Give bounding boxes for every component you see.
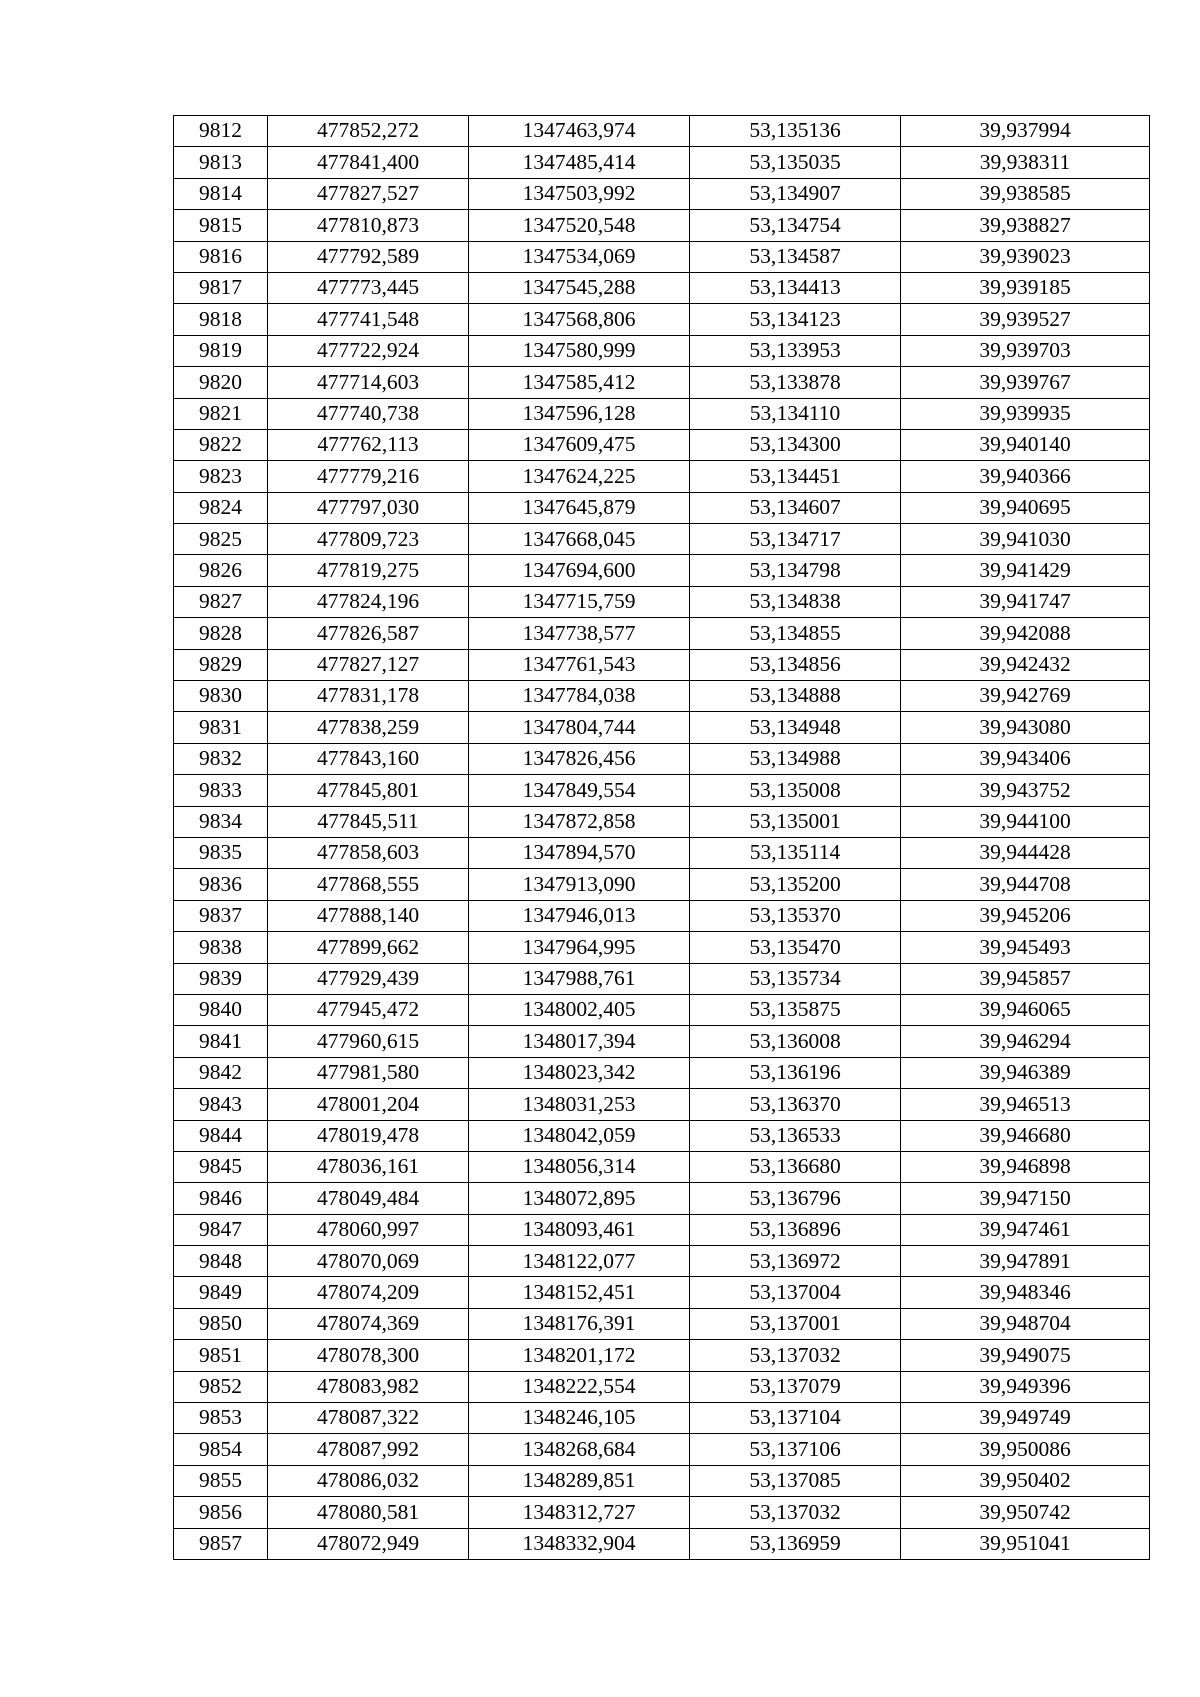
y-coordinate-cell: 1348122,077 <box>469 1246 690 1277</box>
x-coordinate-cell: 477960,615 <box>268 1026 469 1057</box>
table-row <box>174 304 1150 335</box>
latitude-cell: 53,134123 <box>690 304 901 335</box>
x-coordinate-cell: 477858,603 <box>268 837 469 868</box>
table-row <box>174 1371 1150 1402</box>
longitude-cell: 39,942088 <box>901 618 1150 649</box>
longitude-cell: 39,939935 <box>901 398 1150 429</box>
x-coordinate-cell: 477819,275 <box>268 555 469 586</box>
longitude-cell: 39,941429 <box>901 555 1150 586</box>
latitude-cell: 53,134754 <box>690 210 901 241</box>
latitude-cell: 53,134798 <box>690 555 901 586</box>
point-number-cell: 9840 <box>174 994 268 1025</box>
x-coordinate-cell: 477741,548 <box>268 304 469 335</box>
x-coordinate-cell: 478036,161 <box>268 1151 469 1182</box>
x-coordinate-cell: 477827,527 <box>268 178 469 209</box>
point-number-cell: 9826 <box>174 555 268 586</box>
point-number-cell: 9837 <box>174 900 268 931</box>
longitude-cell: 39,939527 <box>901 304 1150 335</box>
y-coordinate-cell: 1348042,059 <box>469 1120 690 1151</box>
y-coordinate-cell: 1348268,684 <box>469 1434 690 1465</box>
y-coordinate-cell: 1348056,314 <box>469 1151 690 1182</box>
point-number-cell: 9834 <box>174 806 268 837</box>
latitude-cell: 53,137106 <box>690 1434 901 1465</box>
latitude-cell: 53,135370 <box>690 900 901 931</box>
latitude-cell: 53,134855 <box>690 618 901 649</box>
latitude-cell: 53,134838 <box>690 586 901 617</box>
longitude-cell: 39,946898 <box>901 1151 1150 1182</box>
x-coordinate-cell: 478072,949 <box>268 1528 469 1559</box>
latitude-cell: 53,134110 <box>690 398 901 429</box>
y-coordinate-cell: 1348031,253 <box>469 1089 690 1120</box>
x-coordinate-cell: 477827,127 <box>268 649 469 680</box>
longitude-cell: 39,939023 <box>901 241 1150 272</box>
point-number-cell: 9854 <box>174 1434 268 1465</box>
point-number-cell: 9813 <box>174 147 268 178</box>
point-number-cell: 9852 <box>174 1371 268 1402</box>
longitude-cell: 39,950402 <box>901 1465 1150 1496</box>
x-coordinate-cell: 477945,472 <box>268 994 469 1025</box>
y-coordinate-cell: 1347545,288 <box>469 272 690 303</box>
y-coordinate-cell: 1347946,013 <box>469 900 690 931</box>
longitude-cell: 39,949396 <box>901 1371 1150 1402</box>
latitude-cell: 53,136533 <box>690 1120 901 1151</box>
latitude-cell: 53,135200 <box>690 869 901 900</box>
table-row <box>174 1057 1150 1088</box>
longitude-cell: 39,947891 <box>901 1246 1150 1277</box>
point-number-cell: 9827 <box>174 586 268 617</box>
latitude-cell: 53,135470 <box>690 932 901 963</box>
coordinates-table <box>173 115 1150 1560</box>
y-coordinate-cell: 1348332,904 <box>469 1528 690 1559</box>
longitude-cell: 39,939703 <box>901 335 1150 366</box>
point-number-cell: 9821 <box>174 398 268 429</box>
longitude-cell: 39,943080 <box>901 712 1150 743</box>
table-row <box>174 681 1150 712</box>
point-number-cell: 9848 <box>174 1246 268 1277</box>
latitude-cell: 53,133878 <box>690 367 901 398</box>
point-number-cell: 9817 <box>174 272 268 303</box>
latitude-cell: 53,134587 <box>690 241 901 272</box>
table-row <box>174 932 1150 963</box>
table-row <box>174 806 1150 837</box>
longitude-cell: 39,938827 <box>901 210 1150 241</box>
y-coordinate-cell: 1347503,992 <box>469 178 690 209</box>
longitude-cell: 39,937994 <box>901 116 1150 147</box>
y-coordinate-cell: 1347826,456 <box>469 743 690 774</box>
table-row <box>174 618 1150 649</box>
point-number-cell: 9815 <box>174 210 268 241</box>
point-number-cell: 9839 <box>174 963 268 994</box>
latitude-cell: 53,135008 <box>690 775 901 806</box>
table-row <box>174 147 1150 178</box>
longitude-cell: 39,947150 <box>901 1183 1150 1214</box>
latitude-cell: 53,134907 <box>690 178 901 209</box>
longitude-cell: 39,951041 <box>901 1528 1150 1559</box>
latitude-cell: 53,134988 <box>690 743 901 774</box>
y-coordinate-cell: 1348072,895 <box>469 1183 690 1214</box>
longitude-cell: 39,948346 <box>901 1277 1150 1308</box>
latitude-cell: 53,136896 <box>690 1214 901 1245</box>
y-coordinate-cell: 1347534,069 <box>469 241 690 272</box>
latitude-cell: 53,137001 <box>690 1308 901 1339</box>
longitude-cell: 39,946513 <box>901 1089 1150 1120</box>
y-coordinate-cell: 1347988,761 <box>469 963 690 994</box>
y-coordinate-cell: 1347715,759 <box>469 586 690 617</box>
y-coordinate-cell: 1347520,548 <box>469 210 690 241</box>
table-row <box>174 524 1150 555</box>
longitude-cell: 39,949075 <box>901 1340 1150 1371</box>
latitude-cell: 53,136370 <box>690 1089 901 1120</box>
x-coordinate-cell: 477722,924 <box>268 335 469 366</box>
table-row <box>174 1434 1150 1465</box>
longitude-cell: 39,948704 <box>901 1308 1150 1339</box>
latitude-cell: 53,134607 <box>690 492 901 523</box>
y-coordinate-cell: 1348222,554 <box>469 1371 690 1402</box>
longitude-cell: 39,942769 <box>901 681 1150 712</box>
point-number-cell: 9824 <box>174 492 268 523</box>
table-row <box>174 869 1150 900</box>
x-coordinate-cell: 478001,204 <box>268 1089 469 1120</box>
x-coordinate-cell: 477740,738 <box>268 398 469 429</box>
point-number-cell: 9856 <box>174 1497 268 1528</box>
longitude-cell: 39,946389 <box>901 1057 1150 1088</box>
y-coordinate-cell: 1347580,999 <box>469 335 690 366</box>
latitude-cell: 53,137032 <box>690 1340 901 1371</box>
x-coordinate-cell: 477852,272 <box>268 116 469 147</box>
longitude-cell: 39,945493 <box>901 932 1150 963</box>
x-coordinate-cell: 477826,587 <box>268 618 469 649</box>
x-coordinate-cell: 478087,322 <box>268 1403 469 1434</box>
table-row <box>174 1246 1150 1277</box>
point-number-cell: 9843 <box>174 1089 268 1120</box>
longitude-cell: 39,944100 <box>901 806 1150 837</box>
table-row <box>174 272 1150 303</box>
longitude-cell: 39,939767 <box>901 367 1150 398</box>
point-number-cell: 9814 <box>174 178 268 209</box>
longitude-cell: 39,946065 <box>901 994 1150 1025</box>
x-coordinate-cell: 478078,300 <box>268 1340 469 1371</box>
point-number-cell: 9822 <box>174 429 268 460</box>
point-number-cell: 9844 <box>174 1120 268 1151</box>
table-row <box>174 1497 1150 1528</box>
table-row <box>174 743 1150 774</box>
latitude-cell: 53,135001 <box>690 806 901 837</box>
latitude-cell: 53,137085 <box>690 1465 901 1496</box>
latitude-cell: 53,135114 <box>690 837 901 868</box>
longitude-cell: 39,943406 <box>901 743 1150 774</box>
point-number-cell: 9841 <box>174 1026 268 1057</box>
table-row <box>174 1151 1150 1182</box>
x-coordinate-cell: 477792,589 <box>268 241 469 272</box>
point-number-cell: 9833 <box>174 775 268 806</box>
latitude-cell: 53,134413 <box>690 272 901 303</box>
table-row <box>174 1214 1150 1245</box>
table-row <box>174 116 1150 147</box>
table-row <box>174 586 1150 617</box>
x-coordinate-cell: 478019,478 <box>268 1120 469 1151</box>
point-number-cell: 9836 <box>174 869 268 900</box>
point-number-cell: 9853 <box>174 1403 268 1434</box>
point-number-cell: 9825 <box>174 524 268 555</box>
y-coordinate-cell: 1348017,394 <box>469 1026 690 1057</box>
point-number-cell: 9832 <box>174 743 268 774</box>
longitude-cell: 39,942432 <box>901 649 1150 680</box>
point-number-cell: 9828 <box>174 618 268 649</box>
table-row <box>174 1120 1150 1151</box>
point-number-cell: 9855 <box>174 1465 268 1496</box>
longitude-cell: 39,939185 <box>901 272 1150 303</box>
x-coordinate-cell: 477824,196 <box>268 586 469 617</box>
x-coordinate-cell: 478086,032 <box>268 1465 469 1496</box>
x-coordinate-cell: 478080,581 <box>268 1497 469 1528</box>
table-row <box>174 335 1150 366</box>
point-number-cell: 9842 <box>174 1057 268 1088</box>
y-coordinate-cell: 1347761,543 <box>469 649 690 680</box>
latitude-cell: 53,135035 <box>690 147 901 178</box>
x-coordinate-cell: 478074,369 <box>268 1308 469 1339</box>
latitude-cell: 53,133953 <box>690 335 901 366</box>
coordinates-table-body <box>174 116 1150 1560</box>
x-coordinate-cell: 477899,662 <box>268 932 469 963</box>
point-number-cell: 9830 <box>174 681 268 712</box>
y-coordinate-cell: 1347894,570 <box>469 837 690 868</box>
y-coordinate-cell: 1347485,414 <box>469 147 690 178</box>
table-row <box>174 994 1150 1025</box>
longitude-cell: 39,943752 <box>901 775 1150 806</box>
table-row <box>174 1528 1150 1559</box>
y-coordinate-cell: 1348246,105 <box>469 1403 690 1434</box>
x-coordinate-cell: 477929,439 <box>268 963 469 994</box>
latitude-cell: 53,137032 <box>690 1497 901 1528</box>
y-coordinate-cell: 1347694,600 <box>469 555 690 586</box>
longitude-cell: 39,941030 <box>901 524 1150 555</box>
x-coordinate-cell: 477845,511 <box>268 806 469 837</box>
longitude-cell: 39,950742 <box>901 1497 1150 1528</box>
x-coordinate-cell: 477981,580 <box>268 1057 469 1088</box>
point-number-cell: 9812 <box>174 116 268 147</box>
y-coordinate-cell: 1347645,879 <box>469 492 690 523</box>
longitude-cell: 39,941747 <box>901 586 1150 617</box>
x-coordinate-cell: 478087,992 <box>268 1434 469 1465</box>
latitude-cell: 53,134856 <box>690 649 901 680</box>
table-row <box>174 1465 1150 1496</box>
x-coordinate-cell: 477773,445 <box>268 272 469 303</box>
table-row <box>174 178 1150 209</box>
point-number-cell: 9829 <box>174 649 268 680</box>
latitude-cell: 53,136959 <box>690 1528 901 1559</box>
point-number-cell: 9857 <box>174 1528 268 1559</box>
longitude-cell: 39,938311 <box>901 147 1150 178</box>
table-row <box>174 210 1150 241</box>
y-coordinate-cell: 1347804,744 <box>469 712 690 743</box>
table-row <box>174 555 1150 586</box>
table-row <box>174 241 1150 272</box>
table-row <box>174 1183 1150 1214</box>
y-coordinate-cell: 1348002,405 <box>469 994 690 1025</box>
y-coordinate-cell: 1348176,391 <box>469 1308 690 1339</box>
x-coordinate-cell: 478060,997 <box>268 1214 469 1245</box>
latitude-cell: 53,136196 <box>690 1057 901 1088</box>
table-row <box>174 1403 1150 1434</box>
longitude-cell: 39,945857 <box>901 963 1150 994</box>
y-coordinate-cell: 1347624,225 <box>469 461 690 492</box>
latitude-cell: 53,134300 <box>690 429 901 460</box>
point-number-cell: 9845 <box>174 1151 268 1182</box>
latitude-cell: 53,134948 <box>690 712 901 743</box>
point-number-cell: 9819 <box>174 335 268 366</box>
latitude-cell: 53,134717 <box>690 524 901 555</box>
y-coordinate-cell: 1348093,461 <box>469 1214 690 1245</box>
table-row <box>174 492 1150 523</box>
longitude-cell: 39,950086 <box>901 1434 1150 1465</box>
table-row <box>174 712 1150 743</box>
table-row <box>174 1277 1150 1308</box>
x-coordinate-cell: 477888,140 <box>268 900 469 931</box>
y-coordinate-cell: 1347784,038 <box>469 681 690 712</box>
y-coordinate-cell: 1347964,995 <box>469 932 690 963</box>
x-coordinate-cell: 477831,178 <box>268 681 469 712</box>
x-coordinate-cell: 477845,801 <box>268 775 469 806</box>
y-coordinate-cell: 1347849,554 <box>469 775 690 806</box>
table-row <box>174 429 1150 460</box>
latitude-cell: 53,137004 <box>690 1277 901 1308</box>
y-coordinate-cell: 1348289,851 <box>469 1465 690 1496</box>
longitude-cell: 39,944428 <box>901 837 1150 868</box>
x-coordinate-cell: 477841,400 <box>268 147 469 178</box>
table-row <box>174 900 1150 931</box>
y-coordinate-cell: 1347668,045 <box>469 524 690 555</box>
latitude-cell: 53,134888 <box>690 681 901 712</box>
table-row <box>174 1308 1150 1339</box>
point-number-cell: 9849 <box>174 1277 268 1308</box>
table-row <box>174 775 1150 806</box>
y-coordinate-cell: 1347463,974 <box>469 116 690 147</box>
latitude-cell: 53,135136 <box>690 116 901 147</box>
table-row <box>174 1340 1150 1371</box>
latitude-cell: 53,136972 <box>690 1246 901 1277</box>
point-number-cell: 9823 <box>174 461 268 492</box>
point-number-cell: 9818 <box>174 304 268 335</box>
latitude-cell: 53,135875 <box>690 994 901 1025</box>
x-coordinate-cell: 477714,603 <box>268 367 469 398</box>
table-row <box>174 837 1150 868</box>
point-number-cell: 9816 <box>174 241 268 272</box>
x-coordinate-cell: 478049,484 <box>268 1183 469 1214</box>
x-coordinate-cell: 477868,555 <box>268 869 469 900</box>
y-coordinate-cell: 1348312,727 <box>469 1497 690 1528</box>
latitude-cell: 53,134451 <box>690 461 901 492</box>
x-coordinate-cell: 478070,069 <box>268 1246 469 1277</box>
point-number-cell: 9831 <box>174 712 268 743</box>
point-number-cell: 9851 <box>174 1340 268 1371</box>
longitude-cell: 39,947461 <box>901 1214 1150 1245</box>
latitude-cell: 53,136796 <box>690 1183 901 1214</box>
table-row <box>174 367 1150 398</box>
point-number-cell: 9838 <box>174 932 268 963</box>
x-coordinate-cell: 478083,982 <box>268 1371 469 1402</box>
x-coordinate-cell: 477810,873 <box>268 210 469 241</box>
y-coordinate-cell: 1347609,475 <box>469 429 690 460</box>
x-coordinate-cell: 477779,216 <box>268 461 469 492</box>
latitude-cell: 53,136680 <box>690 1151 901 1182</box>
x-coordinate-cell: 477797,030 <box>268 492 469 523</box>
table-row <box>174 649 1150 680</box>
point-number-cell: 9820 <box>174 367 268 398</box>
table-row <box>174 461 1150 492</box>
longitude-cell: 39,938585 <box>901 178 1150 209</box>
y-coordinate-cell: 1348023,342 <box>469 1057 690 1088</box>
table-row <box>174 1026 1150 1057</box>
longitude-cell: 39,949749 <box>901 1403 1150 1434</box>
point-number-cell: 9847 <box>174 1214 268 1245</box>
x-coordinate-cell: 477762,113 <box>268 429 469 460</box>
y-coordinate-cell: 1348201,172 <box>469 1340 690 1371</box>
x-coordinate-cell: 478074,209 <box>268 1277 469 1308</box>
latitude-cell: 53,137079 <box>690 1371 901 1402</box>
point-number-cell: 9850 <box>174 1308 268 1339</box>
point-number-cell: 9835 <box>174 837 268 868</box>
y-coordinate-cell: 1348152,451 <box>469 1277 690 1308</box>
table-row <box>174 398 1150 429</box>
latitude-cell: 53,137104 <box>690 1403 901 1434</box>
y-coordinate-cell: 1347738,577 <box>469 618 690 649</box>
latitude-cell: 53,136008 <box>690 1026 901 1057</box>
y-coordinate-cell: 1347568,806 <box>469 304 690 335</box>
longitude-cell: 39,946294 <box>901 1026 1150 1057</box>
y-coordinate-cell: 1347596,128 <box>469 398 690 429</box>
longitude-cell: 39,940695 <box>901 492 1150 523</box>
latitude-cell: 53,135734 <box>690 963 901 994</box>
table-row <box>174 1089 1150 1120</box>
y-coordinate-cell: 1347913,090 <box>469 869 690 900</box>
longitude-cell: 39,946680 <box>901 1120 1150 1151</box>
x-coordinate-cell: 477809,723 <box>268 524 469 555</box>
longitude-cell: 39,940366 <box>901 461 1150 492</box>
x-coordinate-cell: 477838,259 <box>268 712 469 743</box>
x-coordinate-cell: 477843,160 <box>268 743 469 774</box>
longitude-cell: 39,940140 <box>901 429 1150 460</box>
y-coordinate-cell: 1347585,412 <box>469 367 690 398</box>
longitude-cell: 39,944708 <box>901 869 1150 900</box>
point-number-cell: 9846 <box>174 1183 268 1214</box>
table-row <box>174 963 1150 994</box>
longitude-cell: 39,945206 <box>901 900 1150 931</box>
y-coordinate-cell: 1347872,858 <box>469 806 690 837</box>
